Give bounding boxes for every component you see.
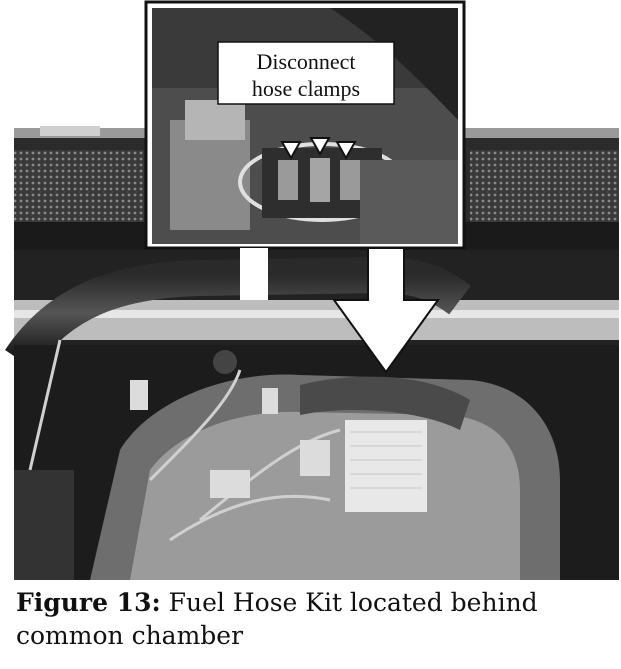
figure-caption xyxy=(16,586,611,652)
callout-line-1: Disconnect xyxy=(256,49,356,74)
figure-label: Figure 13: xyxy=(16,588,161,617)
caption-text: Fuel Hose Kit located behind common chamber xyxy=(16,588,538,650)
callout-line-2: hose clamps xyxy=(251,76,361,101)
inset-photo xyxy=(146,2,464,248)
inset-connector xyxy=(240,248,268,300)
